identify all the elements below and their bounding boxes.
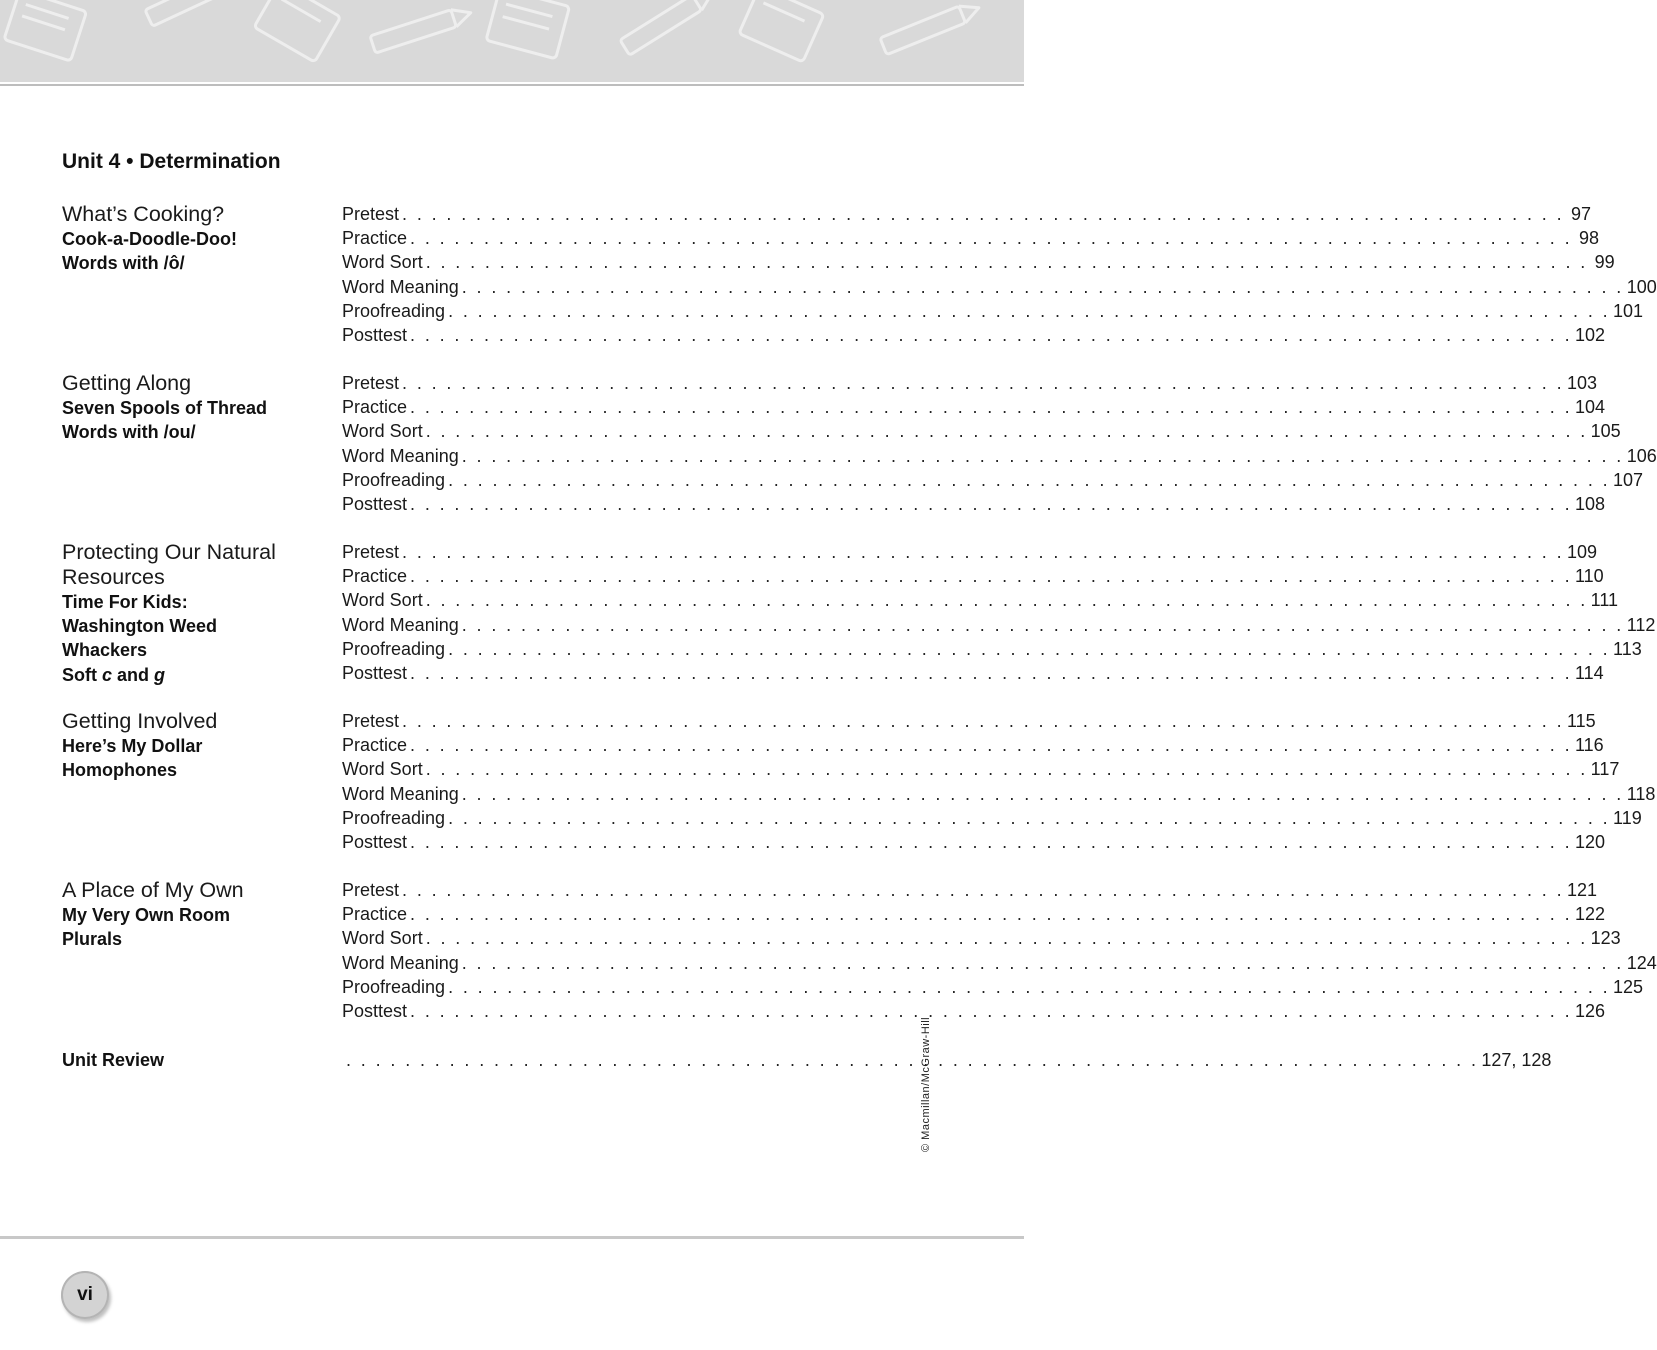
- dot-leader: . . . . . . . . . . . . . . . . . . . . . . . . . . . . . . . . . . . . . . . . . . . . . . . . . . . . . . . . . . . . . . . . . . . . . . . . . . . . . . .: [410, 662, 1572, 683]
- entry-page: 115: [1566, 711, 1596, 731]
- selection-subtitle: Washington Weed: [62, 616, 217, 637]
- dot-leader: . . . . . . . . . . . . . . . . . . . . . . . . . . . . . . . . . . . . . . . . . . . . . . . . . . . . . . . . . . . . . . . . . . . . . . . . . . . . . . .: [448, 469, 1611, 490]
- selection-subtitle: Here’s My Dollar: [62, 736, 203, 756]
- toc-entry[interactable]: [342, 540, 1598, 564]
- toc-entry[interactable]: [342, 782, 1656, 806]
- entry-label: Word Meaning: [342, 614, 459, 635]
- dot-leader: . . . . . . . . . . . . . . . . . . . . . . . . . . . . . . . . . . . . . . . . . . . . . . . . . . . . . . . . . . . . . . . . . . . . . . . . . . . . . . .: [461, 614, 1624, 635]
- toc-entry[interactable]: [342, 757, 1620, 781]
- story-title: What’s Cooking?: [62, 202, 225, 226]
- story-title: Resources: [62, 565, 165, 589]
- toc-entry[interactable]: [342, 661, 1604, 685]
- entry-page: 101: [1613, 300, 1644, 321]
- toc-entry[interactable]: [342, 299, 1644, 323]
- entry-page: 126: [1574, 1000, 1606, 1021]
- dot-leader: . . . . . . . . . . . . . . . . . . . . . . . . . . . . . . . . . . . . . . . . . . . . . . . . . . . . . . . . . . . . . . . . . . . . . . . . . . . . . . .: [448, 976, 1611, 997]
- entry-label: Proofreading: [342, 638, 446, 659]
- pencil-icon: [620, 0, 717, 55]
- entry-page: 119: [1613, 807, 1642, 828]
- entry-label: Word Meaning: [342, 952, 459, 973]
- entry-label: Posttest: [342, 662, 408, 683]
- entry-label: Word Meaning: [342, 445, 459, 466]
- notebook-icon: [254, 0, 341, 62]
- notebook-icon: [739, 0, 824, 62]
- toc-entry[interactable]: [342, 275, 1657, 299]
- entry-label: Practice: [342, 397, 408, 418]
- entry-label: Pretest: [342, 373, 400, 393]
- dot-leader: . . . . . . . . . . . . . . . . . . . . . . . . . . . . . . . . . . . . . . . . . . . . . . . . . . . . . . . . . . . . . . . . . . . . . . . . . . . . . . .: [448, 638, 1611, 659]
- dot-leader: . . . . . . . . . . . . . . . . . . . . . . . . . . . . . . . . . . . . . . . . . . . . . . . . . . . . . . . . . . . . . . . . . . . . . . . . . . . . . . .: [425, 252, 1588, 273]
- story-title: Protecting Our Natural: [62, 540, 276, 564]
- entry-label: Word Sort: [342, 759, 423, 780]
- toc-entry[interactable]: [342, 709, 1596, 733]
- dot-leader: . . . . . . . . . . . . . . . . . . . . . . . . . . . . . . . . . . . . . . . . . . . . . . . . . . . . . . . . . . . . . . . . . . . . . . . . . . . . . . .: [410, 566, 1572, 587]
- entry-label: Proofreading: [342, 807, 446, 828]
- dot-leader: . . . . . . . . . . . . . . . . . . . . . . . . . . . . . . . . . . . . . . . . . . . . . . . . . . . . . . . . . . . . . . . . . . . . . . . . . . . . . . .: [410, 324, 1572, 345]
- banner-pattern: [0, 0, 1024, 82]
- toc-entry[interactable]: [342, 637, 1642, 661]
- selection-subtitle: Plurals: [62, 929, 123, 950]
- dot-leader: . . . . . . . . . . . . . . . . . . . . . . . . . . . . . . . . . . . . . . . . . . . . . . . . . . . . . . . . . . . . . . . . . . . . . . . . . . . . . . .: [461, 276, 1624, 297]
- dot-leader: . . . . . . . . . . . . . . . . . . . . . . . . . . . . . . . . . . . . . . . . . . . . . . . . . . . . . . . . . . . . . . . . . . . . . . . . . . . . . . .: [410, 735, 1572, 756]
- entry-page: 104: [1574, 397, 1606, 418]
- entry-label: Word Meaning: [342, 783, 459, 804]
- entry-label: Word Sort: [342, 252, 423, 273]
- selection-subtitle: Time For Kids:: [62, 592, 188, 612]
- entry-label: Practice: [342, 735, 408, 756]
- entry-label: Pretest: [342, 711, 400, 731]
- dot-leader: . . . . . . . . . . . . . . . . . . . . . . . . . . . . . . . . . . . . . . . . . . . . . . . . . . . . . . . . . . . . . . . . . . . . . . . . . . . . . . .: [448, 300, 1611, 321]
- footer-divider: [0, 1236, 1024, 1239]
- toc-entry[interactable]: [342, 468, 1644, 492]
- entry-label: Posttest: [342, 1000, 408, 1021]
- entry-page: 103: [1566, 373, 1598, 393]
- dot-leader: . . . . . . . . . . . . . . . . . . . . . . . . . . . . . . . . . . . . . . . . . . . . . . . . . . . . . . . . . . . . . . . . . . . . . . . . . . . . . . .: [410, 831, 1572, 852]
- entry-label: Practice: [342, 904, 408, 925]
- dot-leader: . . . . . . . . . . . . . . . . . . . . . . . . . . . . . . . . . . . . . . . . . . . . . . . . . . . . . . . . . . . . . . . . . . . . . . . . . . . . . . .: [402, 542, 1564, 562]
- entry-page: 113: [1613, 638, 1642, 659]
- toc-entry[interactable]: [342, 613, 1656, 637]
- toc-entry[interactable]: [342, 395, 1606, 419]
- toc-entry[interactable]: [342, 492, 1606, 516]
- entry-page: 116: [1574, 735, 1604, 756]
- section-heading: [62, 709, 332, 782]
- entry-page: 99: [1594, 252, 1615, 273]
- entry-label: Posttest: [342, 831, 408, 852]
- entry-label: Practice: [342, 228, 408, 249]
- toc-entry[interactable]: [342, 806, 1642, 830]
- entry-label: Proofreading: [342, 300, 446, 321]
- entry-label: Posttest: [342, 324, 408, 345]
- entry-label: Word Sort: [342, 928, 423, 949]
- entry-label: Pretest: [342, 204, 400, 224]
- toc-entry[interactable]: [342, 564, 1604, 588]
- selection-subtitle: Soft c and g: [62, 664, 166, 685]
- entry-page: 102: [1574, 324, 1606, 345]
- selection-subtitle: My Very Own Room: [62, 905, 231, 925]
- entry-label: Word Sort: [342, 590, 423, 611]
- section-heading: [62, 540, 332, 687]
- toc-entry[interactable]: [342, 830, 1606, 854]
- dot-leader: . . . . . . . . . . . . . . . . . . . . . . . . . . . . . . . . . . . . . . . . . . . . . . . . . . . . . . . . . . . . . . . . . . . . . . . . . . . . . . .: [410, 904, 1572, 925]
- pencil-icon: [880, 0, 982, 55]
- entry-page: 98: [1578, 228, 1599, 249]
- toc-entry[interactable]: [342, 226, 1599, 250]
- dot-leader: . . . . . . . . . . . . . . . . . . . . . . . . . . . . . . . . . . . . . . . . . . . . . . . . . . . . . . . . . . . . . . . . . . . . . . . . . . . . . . .: [461, 445, 1624, 466]
- toc-entries: [342, 540, 1656, 685]
- selection-subtitle: Whackers: [62, 640, 148, 661]
- entry-page: 109: [1566, 542, 1598, 562]
- dot-leader: . . . . . . . . . . . . . . . . . . . . . . . . . . . . . . . . . . . . . . . . . . . . . . . . . . . . . . . . . . . . . . . . . . . . . . . . . . . . . . .: [425, 759, 1588, 780]
- dot-leader: . . . . . . . . . . . . . . . . . . . . . . . . . . . . . . . . . . . . . . . . . . . . . . . . . . . . . . . . . . . . . . . . . . . . . . . . . . . . . . .: [410, 397, 1572, 418]
- dot-leader: . . . . . . . . . . . . . . . . . . . . . . . . . . . . . . . . . . . . . . . . . . . . . . . . . . . . . . . . . . . . . . . . . . . . . . . . . . . . . . .: [410, 228, 1572, 249]
- entry-page: 107: [1613, 469, 1644, 490]
- dot-leader: . . . . . . . . . . . . . . . . . . . . . . . . . . . . . . . . . . . . . . . . . . . . . . . . . . . . . . . . . . . . . . . . . . . . . . . . . . . . . . .: [410, 493, 1572, 514]
- story-title: A Place of My Own: [62, 878, 244, 902]
- unit-review-label: Unit Review: [62, 1050, 165, 1070]
- dot-leader: . . . . . . . . . . . . . . . . . . . . . . . . . . . . . . . . . . . . . . . . . . . . . . . . . . . . . . . . . . . . . . . . . . . . . . . . . . . . . . .: [402, 711, 1564, 731]
- toc-entry[interactable]: [342, 902, 1606, 926]
- entry-label: Proofreading: [342, 976, 446, 997]
- dot-leader: . . . . . . . . . . . . . . . . . . . . . . . . . . . . . . . . . . . . . . . . . . . . . . . . . . . . . . . . . . . . . . . . . . . . . . . . . . . . . . .: [402, 204, 1564, 224]
- entry-page: 123: [1590, 928, 1621, 949]
- entry-label: Practice: [342, 566, 408, 587]
- dot-leader: . . . . . . . . . . . . . . . . . . . . . . . . . . . . . . . . . . . . . . . . . . . . . . . . . . . . . . . . . . . . . . . . . . . . . . . . . . . . . . .: [448, 807, 1611, 828]
- toc-entry[interactable]: [342, 733, 1604, 757]
- toc-entry[interactable]: [342, 926, 1621, 950]
- entry-page: 100: [1626, 276, 1657, 297]
- dot-leader: . . . . . . . . . . . . . . . . . . . . . . . . . . . . . . . . . . . . . . . . . . . . . . . . . . . . . . . . . . . . . . . . . . . . . . . . . . . . . . .: [425, 421, 1588, 442]
- entry-label: Posttest: [342, 493, 408, 514]
- toc-entry[interactable]: [342, 444, 1657, 468]
- selection-subtitle: Words with /ou/: [62, 422, 196, 443]
- entry-page: 124: [1626, 952, 1657, 973]
- pencil-icon: [370, 4, 474, 53]
- toc-entry[interactable]: [342, 202, 1591, 226]
- entry-page: 114: [1574, 662, 1604, 683]
- dot-leader: . . . . . . . . . . . . . . . . . . . . . . . . . . . . . . . . . . . . . . . . . . . . . . . . . . . . . . . . . . . . . . . . . . . . . . . . . . . . . . .: [402, 880, 1564, 900]
- toc-entries: [342, 371, 1657, 516]
- story-title: Getting Along: [62, 371, 192, 395]
- pencil-icon: [145, 0, 241, 26]
- section-heading: [62, 202, 332, 275]
- entry-page: 125: [1613, 976, 1644, 997]
- entry-page: 118: [1626, 783, 1656, 804]
- unit-heading: Unit 4 • Determination: [62, 150, 281, 173]
- toc-entries: [342, 202, 1657, 347]
- dot-leader: . . . . . . . . . . . . . . . . . . . . . . . . . . . . . . . . . . . . . . . . . . . . . . . . . . . . . . . . . . . . . . . . . . . . . . . . . . . . . . .: [410, 1000, 1572, 1021]
- entry-page: 111: [1590, 590, 1619, 611]
- entry-page: 122: [1574, 904, 1606, 925]
- header-banner: [0, 0, 1024, 82]
- selection-subtitle: Homophones: [62, 760, 177, 781]
- banner-divider: [0, 84, 1024, 86]
- entry-page: 105: [1590, 421, 1621, 442]
- notebook-icon: [4, 0, 87, 61]
- selection-subtitle: Words with /ô/: [62, 253, 185, 274]
- story-title: Getting Involved: [62, 709, 218, 733]
- entry-page: 97: [1570, 204, 1591, 224]
- toc-entry[interactable]: [342, 250, 1615, 274]
- selection-subtitle: Seven Spools of Thread: [62, 398, 268, 418]
- selection-subtitle: Cook-a-Doodle-Doo!: [62, 229, 237, 249]
- entry-label: Pretest: [342, 880, 400, 900]
- entry-page: 120: [1574, 831, 1606, 852]
- entry-page: 117: [1590, 759, 1620, 780]
- toc-entry[interactable]: [342, 323, 1606, 347]
- entry-page: 110: [1574, 566, 1604, 587]
- toc-entry[interactable]: [342, 878, 1598, 902]
- toc-entry[interactable]: [342, 999, 1606, 1023]
- dot-leader: . . . . . . . . . . . . . . . . . . . . . . . . . . . . . . . . . . . . . . . . . . . . . . . . . . . . . . . . . . . . . . . . . . . . . . . . . . . . . . .: [461, 783, 1624, 804]
- section-heading: [62, 878, 332, 951]
- toc-entry[interactable]: [342, 951, 1657, 975]
- entry-label: Word Sort: [342, 421, 423, 442]
- notebook-icon: [486, 0, 570, 59]
- dot-leader: . . . . . . . . . . . . . . . . . . . . . . . . . . . . . . . . . . . . . . . . . . . . . . . . . . . . . . . . . . . . . . . . . . . . . . . . . . . . . . .: [425, 928, 1588, 949]
- toc-entries: [342, 709, 1656, 854]
- dot-leader: . . . . . . . . . . . . . . . . . . . . . . . . . . . . . . . . . . . . . . . . . . . . . . . . . . . . . . . . . . . . . . . . . . . . . . . . . . . . . . .: [461, 952, 1624, 973]
- section-heading: [62, 371, 332, 444]
- page-number-badge: vi: [61, 1271, 109, 1319]
- entry-page: 108: [1574, 493, 1606, 514]
- dot-leader: . . . . . . . . . . . . . . . . . . . . . . . . . . . . . . . . . . . . . . . . . . . . . . . . . . . . . . . . . . . . . . . . . . . . . . . . . . . . . . .: [402, 373, 1564, 393]
- dot-leader: . . . . . . . . . . . . . . . . . . . . . . . . . . . . . . . . . . . . . . . . . . . . . . . . . . . . . . . . . . . . . . . . . . . . . . . . . . . . .: [346, 1050, 1479, 1070]
- toc-entry[interactable]: [342, 588, 1619, 612]
- unit-review-pages: 127, 128: [1481, 1050, 1552, 1070]
- toc-entry[interactable]: [342, 419, 1621, 443]
- entry-label: Pretest: [342, 542, 400, 562]
- copyright-notice: © Macmillan/McGraw-Hill: [920, 1016, 932, 1152]
- entry-label: Word Meaning: [342, 276, 459, 297]
- entry-page: 112: [1626, 614, 1656, 635]
- dot-leader: . . . . . . . . . . . . . . . . . . . . . . . . . . . . . . . . . . . . . . . . . . . . . . . . . . . . . . . . . . . . . . . . . . . . . . . . . . . . . . .: [425, 590, 1588, 611]
- entry-label: Proofreading: [342, 469, 446, 490]
- toc-entry[interactable]: [342, 975, 1644, 999]
- toc-entry[interactable]: [342, 371, 1598, 395]
- toc-entries: [342, 878, 1657, 1023]
- entry-page: 121: [1566, 880, 1598, 900]
- entry-page: 106: [1626, 445, 1657, 466]
